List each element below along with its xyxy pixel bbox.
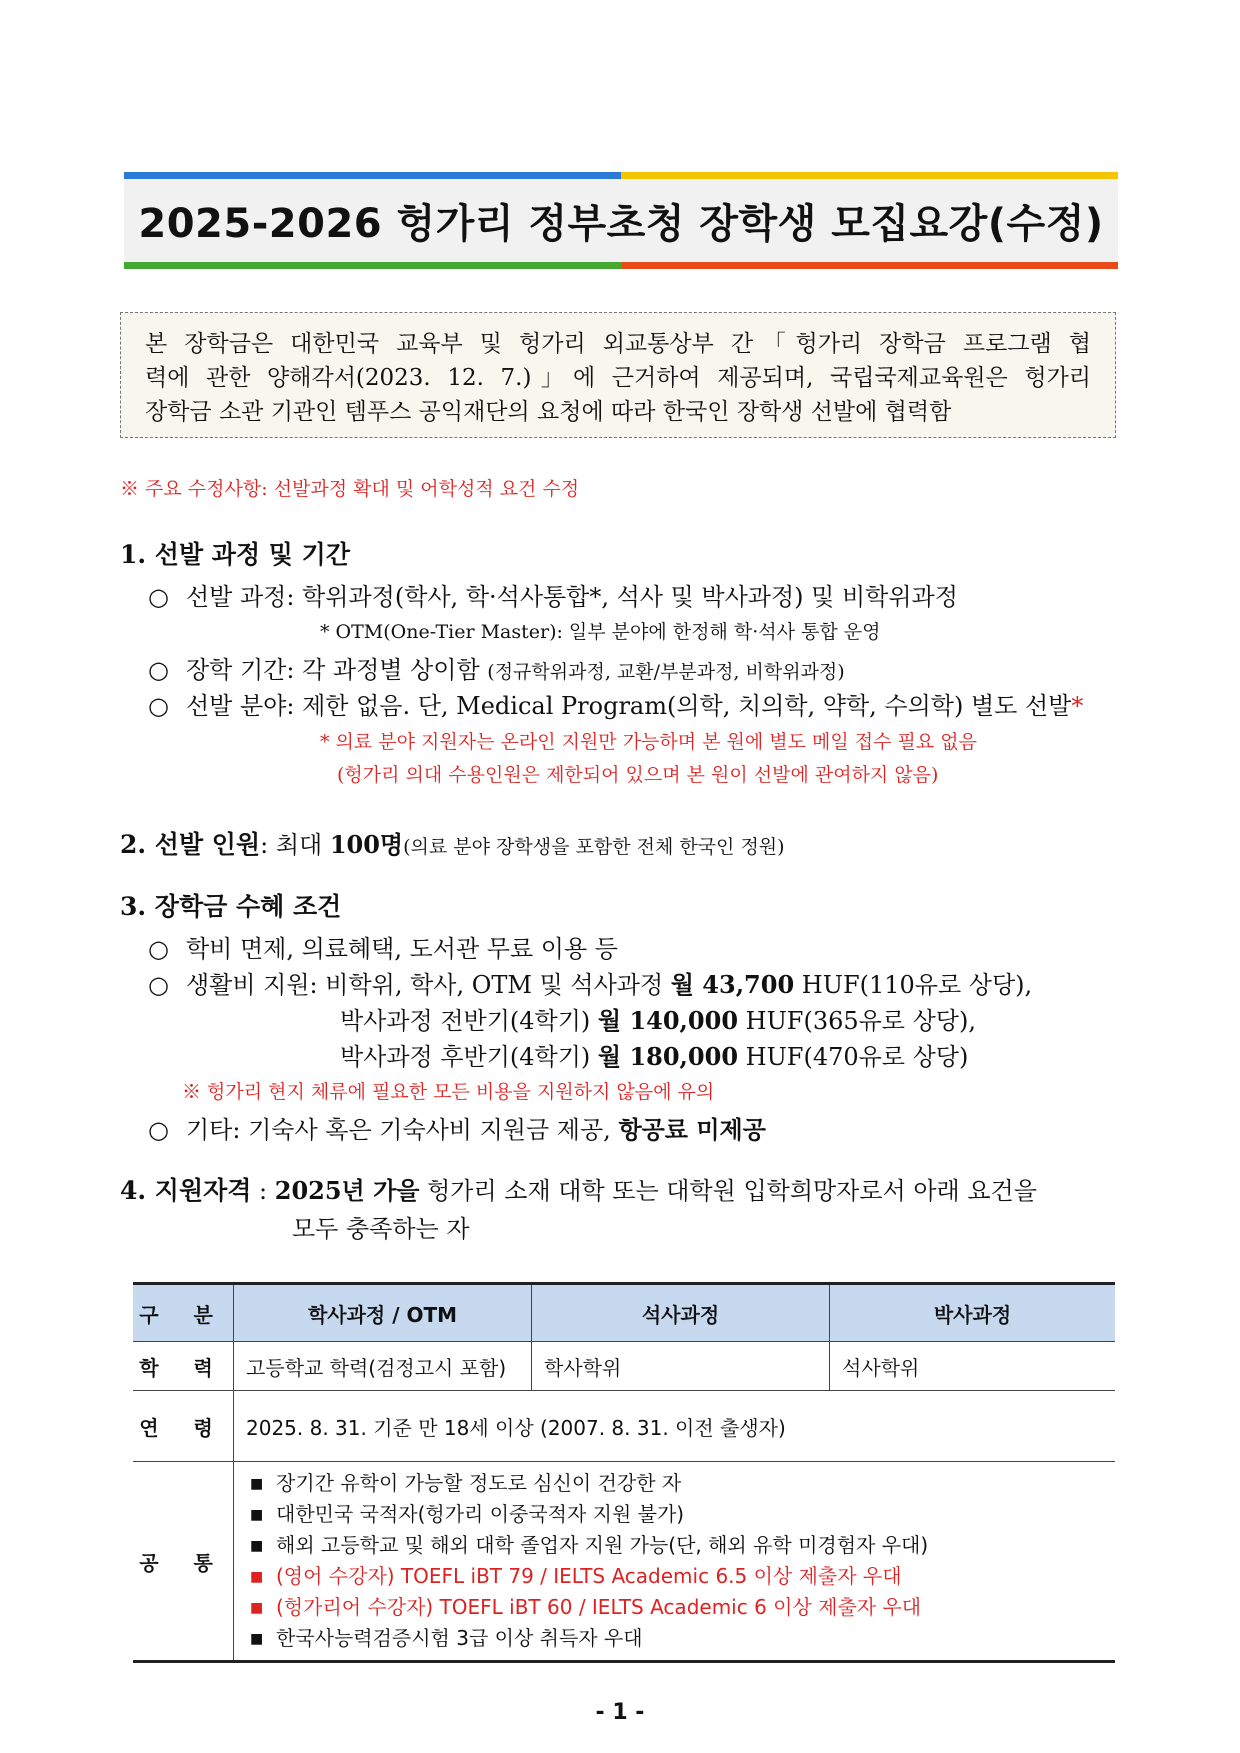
table-row xyxy=(133,1462,1115,1662)
sec3-other-text: 기타: 기숙사 혹은 기숙사비 지원금 제공, xyxy=(186,1116,619,1144)
sec3-living-row-2 xyxy=(340,1001,976,1036)
sec1-period-row xyxy=(148,650,845,685)
title-banner xyxy=(124,172,1118,269)
table-cell: 학사학위 xyxy=(532,1342,830,1391)
list-item xyxy=(246,1499,1103,1530)
table-header-row xyxy=(133,1284,1115,1342)
sec1-field-note-1: * 의료 분야 지원자는 온라인 지원만 가능하며 본 원에 별도 메일 접수 필요 없음 xyxy=(320,731,977,753)
table-cell: 석사학위 xyxy=(830,1342,1116,1391)
list-item xyxy=(246,1530,1103,1561)
sec3-living-label: 생활비 지원: xyxy=(186,971,326,999)
sec2-text-small: (의료 분야 장학생을 포함한 전체 한국인 정원) xyxy=(403,836,785,858)
list-item-text: 장기간 유학이 가능할 정도로 심신이 건강한 자 xyxy=(276,1471,682,1495)
sec1-course-label: 선발 과정: xyxy=(186,583,303,611)
bullet-circle: ○ xyxy=(148,935,169,963)
sec3-living1-pre: 비학위, 학사, OTM 및 석사과정 xyxy=(325,971,671,999)
sec3-living3-post: HUF(470유로 상당) xyxy=(738,1043,969,1071)
sec3-living-note: ※ 헝가리 현지 체류에 필요한 모든 비용을 지원하지 않음에 유의 xyxy=(182,1081,715,1103)
table-header-cell: 학사과정 / OTM xyxy=(234,1284,532,1342)
list-item-text: (영어 수강자) TOEFL iBT 79 / IELTS Academic 6.5 이상 제출자 우대 xyxy=(276,1564,902,1588)
list-item-text: (헝가리어 수강자) TOEFL iBT 60 / IELTS Academic 6 이상 제출자 우대 xyxy=(276,1595,922,1619)
section-4-row xyxy=(120,1171,1037,1207)
sec3-living2-post: HUF(365유로 상당), xyxy=(738,1007,976,1035)
page-number: - 1 - xyxy=(595,1700,645,1725)
sec1-course-row xyxy=(148,577,958,612)
square-bullet-icon: ■ xyxy=(250,1600,264,1616)
table-header-cell: 구 분 xyxy=(133,1284,234,1342)
sec1-field-star: * xyxy=(1071,692,1084,720)
list-item xyxy=(246,1623,1103,1654)
sec3-benefit: 학비 면제, 의료혜택, 도서관 무료 이용 등 xyxy=(186,935,618,963)
sec3-living2-pre: 박사과정 전반기(4학기) xyxy=(340,1007,598,1035)
table-row xyxy=(133,1391,1115,1462)
list-item-text: 한국사능력검증시험 3급 이상 취득자 우대 xyxy=(276,1626,643,1650)
requirements-table xyxy=(133,1282,1115,1663)
intro-line: 력에 관한 양해각서(2023. 12. 7.)」에 근거하여 제공되며, 국립국제교육원은 헝가리 xyxy=(145,365,1091,391)
sec3-living-row-1 xyxy=(148,965,1032,1000)
list-item xyxy=(246,1592,1103,1623)
square-bullet-icon: ■ xyxy=(250,1538,264,1554)
sec1-course-text: 학위과정(학사, 학·석사통합*, 석사 및 박사과정) 및 비학위과정 xyxy=(302,583,958,611)
sec1-field-note-2: (헝가리 의대 수용인원은 제한되어 있으며 본 원이 선발에 관여하지 않음) xyxy=(337,764,939,786)
title-top-bar xyxy=(124,172,1118,179)
bullet-circle: ○ xyxy=(148,656,169,684)
sec3-other-row xyxy=(148,1110,766,1145)
sec3-benefit-row xyxy=(148,929,618,964)
sec3-living1-amount: 월 43,700 xyxy=(670,970,795,999)
square-bullet-icon: ■ xyxy=(250,1476,264,1492)
section-2-row xyxy=(120,825,785,861)
square-bullet-icon: ■ xyxy=(250,1569,264,1585)
sec4-line2: 모두 충족하는 자 xyxy=(292,1215,470,1243)
common-requirements-list xyxy=(246,1468,1103,1654)
section-4-heading: 4. 지원자격 xyxy=(120,1176,252,1205)
sec3-other-bold: 항공료 미제공 xyxy=(618,1115,766,1144)
page-title: 2025-2026 헝가리 정부초청 장학생 모집요강(수정) xyxy=(138,201,1104,247)
sec4-line1: 헝가리 소재 대학 또는 대학원 입학희망자로서 아래 요건을 xyxy=(419,1177,1037,1205)
title-bottom-bar xyxy=(124,262,1118,269)
table-row xyxy=(133,1342,1115,1391)
sec1-field-label: 선발 분야: xyxy=(186,692,303,720)
section-3-heading: 3. 장학금 수혜 조건 xyxy=(120,892,342,921)
sec3-living3-amount: 월 180,000 xyxy=(597,1042,739,1071)
row-label-age: 연 령 xyxy=(133,1391,234,1462)
table-header-cell: 석사과정 xyxy=(532,1284,830,1342)
table-cell xyxy=(234,1462,1116,1662)
sec1-course-note: * OTM(One-Tier Master): 일부 분야에 한정해 학·석사 통합 운영 xyxy=(320,621,881,643)
sec1-field-text: 제한 없음. 단, Medical Program(의학, 치의학, 약학, 수의학) 별도 선발 xyxy=(302,692,1072,720)
sec1-period-small: (정규학위과정, 교환/부분과정, 비학위과정) xyxy=(487,661,845,683)
list-item-text: 해외 고등학교 및 해외 대학 졸업자 지원 가능(단, 해외 유학 미경험자 우대) xyxy=(276,1533,929,1557)
bullet-circle: ○ xyxy=(148,1116,169,1144)
row-label-common: 공 통 xyxy=(133,1462,234,1662)
row-label-degree: 학 력 xyxy=(133,1342,234,1391)
table-cell: 고등학교 학력(검정고시 포함) xyxy=(234,1342,532,1391)
bullet-circle: ○ xyxy=(148,583,169,611)
intro-box xyxy=(120,312,1116,438)
revision-note: ※ 주요 수정사항: 선발과정 확대 및 어학성적 요건 수정 xyxy=(120,478,580,500)
list-item-text: 대한민국 국적자(헝가리 이중국적자 지원 불가) xyxy=(276,1502,685,1526)
intro-line: 본 장학금은 대한민국 교육부 및 헝가리 외교통상부 간「헝가리 장학금 프로그램 협 xyxy=(145,331,1091,357)
sec3-living2-amount: 월 140,000 xyxy=(597,1006,739,1035)
sec1-period-text: 각 과정별 상이함 xyxy=(302,656,488,684)
sec1-period-label: 장학 기간: xyxy=(186,656,303,684)
bullet-circle: ○ xyxy=(148,692,169,720)
section-2-heading: 2. 선발 인원 xyxy=(120,830,261,859)
square-bullet-icon: ■ xyxy=(250,1631,264,1647)
sec2-count: 100명 xyxy=(329,830,404,859)
sec4-season: 2025년 가을 xyxy=(274,1176,420,1205)
list-item xyxy=(246,1468,1103,1499)
table-cell: 2025. 8. 31. 기준 만 18세 이상 (2007. 8. 31. 이전 출생자) xyxy=(234,1391,1116,1462)
list-item xyxy=(246,1561,1103,1592)
bullet-circle: ○ xyxy=(148,971,169,999)
table-header-cell: 박사과정 xyxy=(830,1284,1116,1342)
sec3-living-row-3 xyxy=(340,1037,968,1072)
sec4-colon: : xyxy=(251,1177,275,1205)
intro-line: 장학금 소관 기관인 템푸스 공익재단의 요청에 따라 한국인 장학생 선발에 협력함 xyxy=(145,399,952,425)
sec3-living1-post: HUF(110유로 상당), xyxy=(794,971,1033,999)
sec1-field-row xyxy=(148,686,1083,721)
sec3-living3-pre: 박사과정 후반기(4학기) xyxy=(340,1043,598,1071)
square-bullet-icon: ■ xyxy=(250,1507,264,1523)
sec2-text-pre: : 최대 xyxy=(260,831,330,859)
section-1-heading: 1. 선발 과정 및 기간 xyxy=(120,540,350,569)
